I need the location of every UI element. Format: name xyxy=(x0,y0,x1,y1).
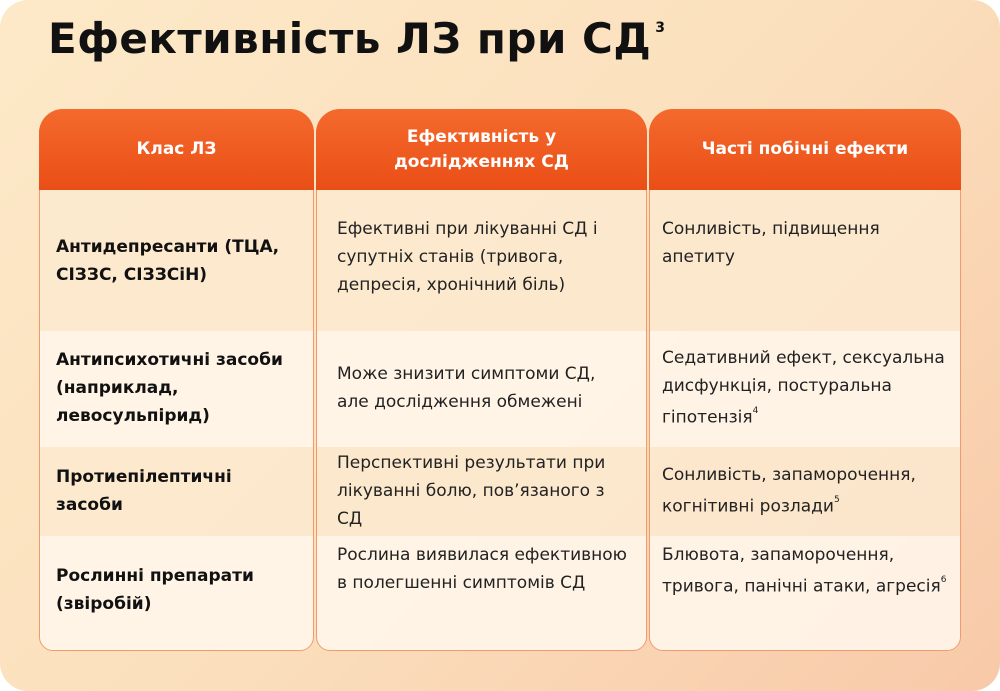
row-1-efficacy-text: Ефективні при лікуванні СД і супутніх станів (тривога, депресія, хронічний біль) xyxy=(337,219,598,295)
header-side-effects xyxy=(649,109,961,190)
row-2-efficacy-text: Може знизити симптоми СД, але дослідження обмежені xyxy=(337,364,596,412)
row-2-footnote: 4 xyxy=(752,406,759,417)
row-3-footnote: 5 xyxy=(833,495,840,506)
table-row-4-class xyxy=(56,540,301,640)
header-efficacy xyxy=(316,109,647,190)
table-row-4-efficacy xyxy=(337,541,632,641)
table-row-1-side-effects xyxy=(662,215,952,325)
table-row-1-class xyxy=(56,190,301,331)
row-3-efficacy-text: Перспективні результати при лікуванні болю, пов’язаного з СД xyxy=(337,453,606,529)
table-row-1-efficacy xyxy=(337,215,632,325)
header-efficacy-label: Ефективність у дослідженнях СД xyxy=(394,126,569,172)
table-row-2-efficacy xyxy=(337,338,632,438)
table-row-3-efficacy xyxy=(337,450,632,532)
page-title xyxy=(48,14,666,63)
row-3-side-effects-text: Сонливість, запаморочення, когнітивні розлади xyxy=(662,465,916,517)
row-2-side-effects-text: Седативний ефект, сексуальна дисфункція, постуральна гіпотензія xyxy=(662,348,945,428)
row-3-class-text: Протиепілептичні засоби xyxy=(56,467,232,515)
row-4-side-effects-text: Блювота, запаморочення, тривога, панічні атаки, агресія xyxy=(662,545,941,597)
row-4-efficacy-text: Рослина виявилася ефективною в полегшенні симптомів СД xyxy=(337,545,627,593)
row-4-class-text: Рослинні препарати (звіробій) xyxy=(56,566,254,614)
title-text: Ефективність ЛЗ при СД xyxy=(48,14,652,63)
row-2-class-text: Антипсихотичні засоби (наприклад, левосульпірид) xyxy=(56,350,283,426)
table-row-3-class xyxy=(56,450,301,532)
header-class xyxy=(39,109,314,190)
row-1-class-text: Антидепресанти (ТЦА, СІЗЗС, СІЗЗСіН) xyxy=(56,236,280,285)
table-row-4-side-effects xyxy=(662,541,952,641)
title-footnote: 3 xyxy=(655,20,666,36)
row-4-footnote: 6 xyxy=(940,575,947,585)
header-class-label: Клас ЛЗ xyxy=(136,139,217,160)
header-side-effects-label: Часті побічні ефекти xyxy=(701,139,909,160)
table-row-2-class xyxy=(56,338,301,438)
row-1-side-effects-text: Сонливість, підвищення апетиту xyxy=(662,219,880,267)
table-row-2-side-effects xyxy=(662,338,952,438)
table-row-3-side-effects xyxy=(662,450,952,532)
